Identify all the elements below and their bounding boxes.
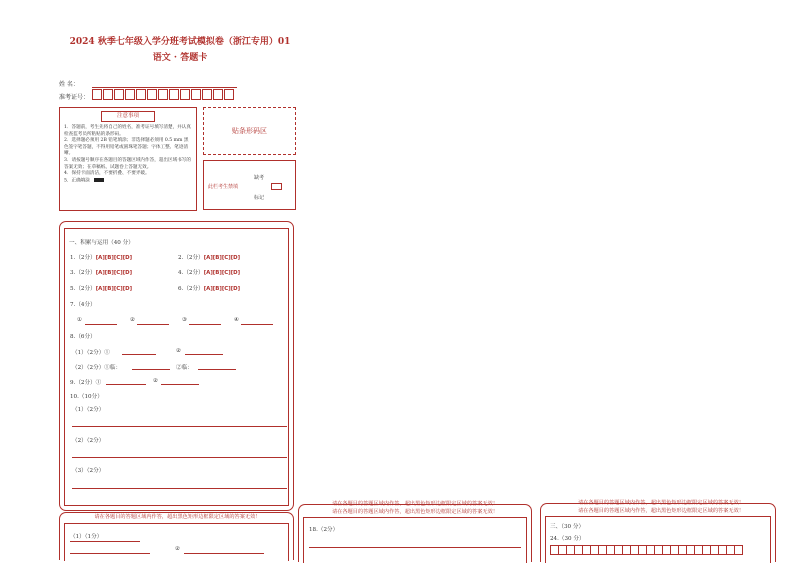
q1: [70, 253, 132, 261]
q8-label: 8.（6分）: [70, 334, 96, 340]
middle-hint-1: 请在各题目的答题区域内作答，超出黑色矩形边框限定区域的答案无效！: [331, 501, 498, 507]
notice-item: 2．选择题必须用 2B 铅笔填涂；非选择题必须用 0.5 mm 黑色签字笔答题，不得用铅笔或圆珠笔答题；字体工整、笔迹清晰。: [64, 138, 189, 157]
q6-label: 6.（2分）: [178, 286, 204, 292]
name-label: 姓 名：: [59, 81, 79, 88]
q8-1-answer-1[interactable]: [122, 354, 156, 355]
q4-options[interactable]: [A][B][C][D]: [203, 270, 241, 276]
lower-left-q1: （1）（1分）: [70, 534, 103, 540]
lower-left-q2: ②: [175, 546, 181, 552]
q8-2-answer-2[interactable]: [198, 369, 236, 370]
q1-label: 1.（2分）: [70, 255, 96, 261]
q8-1-answer-2[interactable]: [185, 354, 223, 355]
id-cell[interactable]: [103, 89, 113, 100]
q5: [70, 284, 132, 292]
q2-options[interactable]: [A][B][C][D]: [203, 255, 241, 261]
q4: [178, 268, 240, 276]
notice-item-text: 5．正确填涂: [64, 178, 90, 184]
q7-answer-4[interactable]: [241, 324, 273, 325]
middle-panel: [298, 504, 532, 562]
page-title: 2024 秋季七年级入学分班考试模拟卷（浙江专用）01: [69, 37, 291, 47]
right-hint-1: 请在各题目的答题区域内作答，超出黑色矩形边框限定区域的答案无效！: [577, 500, 744, 506]
q8-1b-label: ②: [176, 348, 182, 354]
id-cell[interactable]: [224, 89, 234, 100]
id-cell[interactable]: [158, 89, 168, 100]
name-field[interactable]: [92, 87, 237, 88]
lower-left-answer-3[interactable]: [70, 553, 150, 554]
notice-item: 1．答题前，考生先将自己的姓名，准考证号填写清楚，并认真检查监考员所粘贴的条形码。: [64, 125, 191, 137]
notice-box: [59, 107, 197, 211]
q7-mark-3: ③: [182, 317, 188, 323]
q8-2b-label: ②临：: [176, 365, 193, 371]
q10-3-label: （3）（2分）: [72, 468, 105, 474]
q2-label: 2.（2分）: [178, 255, 204, 261]
grid-cell[interactable]: [734, 545, 743, 555]
section1-heading: 一、积累与运用（40 分）: [69, 240, 134, 246]
q8-2-label: （2）（2分）①临：: [72, 365, 122, 371]
composition-grid[interactable]: [550, 545, 742, 555]
q8-1-label: （1）（2分）①: [72, 350, 110, 356]
absent-line2: 此栏考生禁填: [208, 184, 239, 190]
q3: [70, 268, 132, 276]
middle-inner: [303, 517, 527, 563]
absent-box: [203, 160, 296, 210]
q10-1-label: （1）（2分）: [72, 407, 105, 413]
q18-answer[interactable]: [309, 547, 521, 548]
notice-item: 4．保持卡面清洁，不要折叠、不要弄破。: [64, 171, 150, 177]
q6-options[interactable]: [A][B][C][D]: [203, 286, 241, 292]
page-subtitle: 语文 · 答题卡: [152, 53, 208, 63]
q24-label: 24.（30 分）: [550, 536, 585, 542]
notice-item: [64, 178, 192, 185]
id-cell[interactable]: [213, 89, 223, 100]
q10-2-answer[interactable]: [72, 457, 287, 458]
lower-left-answer-2[interactable]: [184, 553, 264, 554]
q10-1-answer[interactable]: [72, 426, 287, 427]
id-cell[interactable]: [169, 89, 179, 100]
lower-left-panel: [59, 512, 294, 560]
lower-left-hint: 请在各题目的答题区域内作答，超出黑色矩形边框限定区域的答案无效！: [94, 514, 261, 520]
lower-left-inner: [64, 523, 289, 561]
notice-heading: 注意事项: [101, 111, 155, 122]
q7-mark-4: ④: [234, 317, 240, 323]
notice-list: [64, 125, 192, 185]
id-cell[interactable]: [191, 89, 201, 100]
right-panel: [540, 503, 776, 562]
q7-answer-1[interactable]: [85, 324, 117, 325]
absent-line3: 标记: [254, 195, 265, 201]
id-cell[interactable]: [125, 89, 135, 100]
barcode-label: 贴条形码区: [232, 127, 267, 135]
right-hint-2: 请在各题目的答题区域内作答，超出黑色矩形边框限定区域的答案无效！: [577, 508, 744, 514]
q10-3-answer[interactable]: [72, 488, 287, 489]
q4-label: 4.（2分）: [178, 270, 204, 276]
q9-answer-2[interactable]: [161, 384, 199, 385]
section3-heading: 三、（30 分）: [550, 524, 585, 530]
q7-mark-2: ②: [130, 317, 136, 323]
q10-label: 10.（10分）: [70, 394, 103, 400]
id-cell[interactable]: [147, 89, 157, 100]
q8-2-answer-1[interactable]: [132, 369, 170, 370]
id-cell[interactable]: [114, 89, 124, 100]
q9-answer-1[interactable]: [106, 384, 146, 385]
middle-hint-2: 请在各题目的答题区域内作答，超出黑色矩形边框限定区域的答案无效！: [331, 509, 498, 515]
q3-label: 3.（2分）: [70, 270, 96, 276]
q7-answer-2[interactable]: [137, 324, 169, 325]
q9b-label: ②: [153, 378, 159, 384]
notice-item: 3．请按题号顺序在各题目的答题区域内作答，超出区域书写的答案无效；在草稿纸、试题卷上答题无效。: [64, 157, 191, 170]
q5-label: 5.（2分）: [70, 286, 96, 292]
id-cell[interactable]: [136, 89, 146, 100]
id-cell[interactable]: [180, 89, 190, 100]
q7-mark-1: ①: [77, 317, 83, 323]
section1-panel: [59, 221, 294, 511]
barcode-area: [203, 107, 296, 155]
q6: [178, 284, 240, 292]
id-label: 准考证号：: [59, 94, 90, 101]
q5-options[interactable]: [A][B][C][D]: [95, 286, 133, 292]
q18-label: 18.（2分）: [309, 527, 339, 533]
q7-answer-3[interactable]: [189, 324, 221, 325]
lower-left-answer-1[interactable]: [70, 541, 140, 542]
id-number-boxes[interactable]: [92, 89, 235, 100]
q2: [178, 253, 240, 261]
absent-line1: 缺考: [254, 175, 265, 181]
absent-checkbox[interactable]: [271, 183, 282, 190]
q7-label: 7.（4分）: [70, 302, 96, 308]
q10-2-label: （2）（2分）: [72, 438, 105, 444]
q3-options[interactable]: [A][B][C][D]: [95, 270, 133, 276]
q1-options[interactable]: [A][B][C][D]: [95, 255, 133, 261]
q9-label: 9.（2分）①: [70, 380, 102, 386]
filled-mark-icon: [94, 178, 104, 182]
id-cell[interactable]: [92, 89, 102, 100]
id-cell[interactable]: [202, 89, 212, 100]
